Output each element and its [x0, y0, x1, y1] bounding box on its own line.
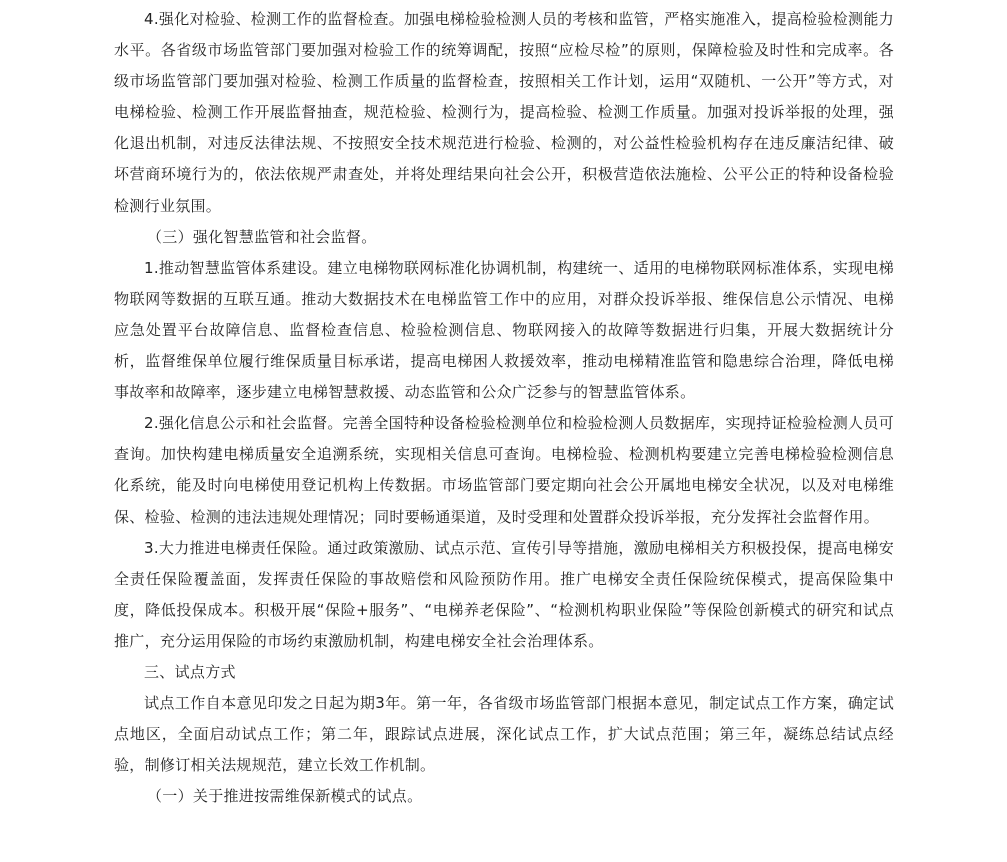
section-heading-on-demand-maintenance: （一）关于推进按需维保新模式的试点。: [147, 787, 423, 806]
paragraph-smart-supervision-system: 1.推动智慧监管体系建设。建立电梯物联网标准化协调机制，构建统一、适用的电梯物联网标准体系，实现电梯物联网等数据的互联互通。推动大数据技术在电梯监管工作中的应用，对群众投诉举报、维保信息公示情况、电梯应急处置平台故障信息、监督检查信息、检验检测信息、物联网接入的故障等数据进行归集，开展大数据统计分析，监督维保单位履行维保质量目标承诺，提高电梯困人救援效率，推动电梯精准监管和隐患综合治理，降低电梯事故率和故障率，逐步建立电梯智慧救援、动态监管和公众广泛参与的智慧监管体系。: [114, 258, 894, 402]
paragraph-pilot-timeline: 试点工作自本意见印发之日起为期3年。第一年，各省级市场监管部门根据本意见，制定试点工作方案，确定试点地区，全面启动试点工作；第二年，跟踪试点进展，深化试点工作，扩大试点范围；第三年，凝练总结试点经验，制修订相关法规规范，建立长效工作机制。: [114, 694, 894, 775]
paragraph-information-disclosure: 2.强化信息公示和社会监督。完善全国特种设备检验检测单位和检验检测人员数据库，实现持证检验检测人员可查询。加快构建电梯质量安全追溯系统，实现相关信息可查询。电梯检验、检测机构要建立完善电梯检验检测信息化系统，能及时向电梯使用登记机构上传数据。市场监管部门要定期向社会公开属地电梯安全状况，以及对电梯维保、检验、检测的违法违规处理情况；同时要畅通渠道，及时受理和处置群众投诉举报，充分发挥社会监督作用。: [114, 414, 894, 526]
paragraph-liability-insurance: 3.大力推进电梯责任保险。通过政策激励、试点示范、宣传引导等措施，激励电梯相关方积极投保，提高电梯安全责任保险覆盖面，发挥责任保险的事故赔偿和风险预防作用。推广电梯安全责任保险统保模式，提高保险集中度，降低投保成本。积极开展“保险+服务”、“电梯养老保险”、“检测机构职业保险”等保险创新模式的研究和试点推广，充分运用保险的市场约束激励机制，构建电梯安全社会治理体系。: [114, 538, 894, 650]
document-body: [114, 4, 894, 812]
section-heading-pilot-method: 三、试点方式: [144, 662, 236, 681]
paragraph-inspection-supervision: 4.强化对检验、检测工作的监督检查。加强电梯检验检测人员的考核和监管，严格实施准入，提高检验检测能力水平。各省级市场监管部门要加强对检验工作的统筹调配，按照“应检尽检”的原则，保障检验及时性和完成率。各级市场监管部门要加强对检验、检测工作质量的监督检查，按照相关工作计划，运用“双随机、一公开”等方式，对电梯检验、检测工作开展监督抽查，规范检验、检测行为，提高检验、检测工作质量。加强对投诉举报的处理，强化退出机制，对违反法律法规、不按照安全技术规范进行检验、检测的，对公益性检验机构存在违反廉洁纪律、破坏营商环境行为的，依法依规严肃查处，并将处理结果向社会公开，积极营造依法施检、公平公正的特种设备检验检测行业氛围。: [114, 10, 894, 215]
section-heading-smart-supervision: （三）强化智慧监管和社会监督。: [147, 227, 377, 246]
